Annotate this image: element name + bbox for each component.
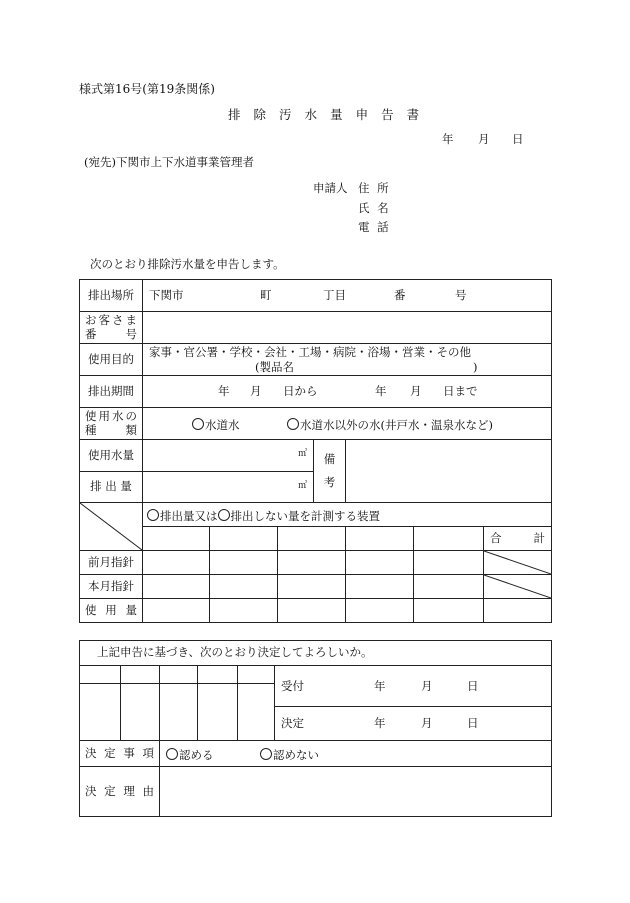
period-from: 日から <box>283 384 318 398</box>
use-amount-cell[interactable] <box>414 599 484 623</box>
seal-box[interactable] <box>198 684 238 741</box>
use-amount-label <box>80 599 143 623</box>
remarks-label-1: 備 <box>323 451 336 466</box>
seal-box[interactable] <box>121 666 160 684</box>
title-char: 告 <box>381 107 394 122</box>
remarks-label-2: 考 <box>323 475 336 489</box>
curr-reading-cell[interactable] <box>414 575 484 599</box>
title-char: 申 <box>355 107 369 122</box>
use-amount-total[interactable] <box>484 599 552 623</box>
location-field[interactable] <box>143 280 552 312</box>
approve-option[interactable] <box>166 748 214 762</box>
received-row <box>275 666 552 707</box>
use-amount-cell[interactable] <box>278 599 346 623</box>
usage-label: 使用水量 <box>80 440 143 472</box>
purpose-product-close: ) <box>473 360 478 374</box>
period-year2: 年 <box>375 384 387 398</box>
total-label-2: 計 <box>533 530 546 545</box>
title-char: 量 <box>330 107 343 122</box>
meter-col-5[interactable] <box>414 527 484 551</box>
title-char: 水 <box>304 107 318 122</box>
prev-reading-cell[interactable] <box>210 551 278 575</box>
location-cho: 町 <box>260 288 272 302</box>
remarks-label <box>314 440 346 503</box>
curr-reading-cell[interactable] <box>346 575 414 599</box>
title-char: 排 <box>228 107 241 122</box>
seal-box[interactable] <box>238 684 275 741</box>
decision-reason-label-text: 決 定 理 由 <box>85 783 154 798</box>
location-city: 下関市 <box>149 288 184 302</box>
radio-circle-icon <box>192 418 204 430</box>
total-label-1: 合 <box>490 530 502 545</box>
period-month: 月 <box>250 384 262 398</box>
title-char: 書 <box>406 107 420 122</box>
curr-reading-cell[interactable] <box>278 575 346 599</box>
customer-no-label-1: お客さま <box>85 313 137 328</box>
decided-year: 年 <box>374 716 386 730</box>
purpose-label: 使用目的 <box>80 344 143 376</box>
date-month: 月 <box>478 132 490 146</box>
usage-field[interactable] <box>143 440 314 472</box>
curr-reading-label: 本月指針 <box>80 575 143 599</box>
water-type-opt2[interactable] <box>287 418 493 432</box>
radio-circle-icon <box>147 509 159 521</box>
location-chome: 丁目 <box>323 288 346 302</box>
received-year: 年 <box>374 679 386 693</box>
period-month2: 月 <box>410 384 422 398</box>
curr-reading-cell[interactable] <box>143 575 210 599</box>
diagonal-line <box>80 503 142 550</box>
water-type-opt1[interactable] <box>192 418 240 432</box>
meter-col-3[interactable] <box>278 527 346 551</box>
seal-box[interactable] <box>198 666 238 684</box>
approve-label: 認める <box>179 748 214 762</box>
decision-reason-label <box>80 767 160 817</box>
prev-total-crossed <box>484 551 552 575</box>
period-field[interactable] <box>143 376 552 408</box>
usage-unit: ㎥ <box>297 449 307 459</box>
decision-items-label-text: 決 定 事 項 <box>85 745 154 760</box>
purpose-options: 家事・官公署・学校・会社・工場・病院・浴場・営業・その他 <box>149 345 471 359</box>
seal-box[interactable] <box>80 666 121 684</box>
prev-reading-cell[interactable] <box>414 551 484 575</box>
water-type-label <box>80 408 143 440</box>
address-label: 住 所 <box>358 181 389 195</box>
seal-box[interactable] <box>121 684 160 741</box>
applicant-label: 申請人 <box>313 181 348 195</box>
water-type-opt2-label: 水道水以外の水(井戸水・温泉水など) <box>300 418 493 432</box>
received-label: 受付 <box>281 679 304 693</box>
seal-box[interactable] <box>160 666 198 684</box>
water-type-label-2: 種 類 <box>85 422 137 437</box>
radio-circle-icon <box>287 418 299 430</box>
meter-header-text <box>147 509 380 523</box>
reject-option[interactable] <box>260 748 319 762</box>
form-number: 様式第16号(第19条関係) <box>79 82 215 96</box>
seal-box[interactable] <box>238 666 275 684</box>
location-go: 号 <box>455 288 467 302</box>
decided-row <box>275 707 552 741</box>
meter-header <box>143 503 552 527</box>
received-day: 日 <box>467 679 479 693</box>
received-month: 月 <box>421 679 433 693</box>
purpose-product: (製品名 <box>255 360 294 374</box>
seal-box[interactable] <box>80 684 121 741</box>
prev-reading-cell[interactable] <box>143 551 210 575</box>
period-label: 排出期間 <box>80 376 143 408</box>
diagonal-line <box>484 551 551 574</box>
customer-no-field[interactable] <box>143 312 552 344</box>
decision-items-label <box>80 741 160 767</box>
radio-circle-icon <box>166 748 178 760</box>
title-char: 汚 <box>279 107 292 122</box>
use-amount-cell[interactable] <box>143 599 210 623</box>
curr-reading-cell[interactable] <box>210 575 278 599</box>
seal-box[interactable] <box>160 684 198 741</box>
location-label: 排出場所 <box>80 280 143 312</box>
prev-reading-cell[interactable] <box>346 551 414 575</box>
phone-label: 電 話 <box>358 220 389 234</box>
date-year: 年 <box>442 132 454 146</box>
curr-total-crossed <box>484 575 552 599</box>
purpose-field[interactable] <box>143 344 552 376</box>
total-label <box>484 527 552 551</box>
remarks-field[interactable] <box>346 440 552 503</box>
radio-circle-icon <box>218 509 230 521</box>
meter-header-label: 排出量又は <box>160 509 218 523</box>
diagonal-corner <box>80 503 143 551</box>
prev-reading-cell[interactable] <box>278 551 346 575</box>
reject-label: 認めない <box>273 748 319 762</box>
name-label: 氏 名 <box>358 201 389 215</box>
meter-col-4[interactable] <box>346 527 414 551</box>
decided-label: 決定 <box>281 716 304 730</box>
meter-col-2[interactable] <box>210 527 278 551</box>
meter-header-label-2: 排出しない量を計測する装置 <box>230 509 380 523</box>
radio-circle-icon <box>260 748 272 760</box>
title-char: 除 <box>253 107 267 122</box>
water-type-opt1-label: 水道水 <box>205 418 240 432</box>
intro-text: 次のとおり排除汚水量を申告します。 <box>90 257 285 271</box>
period-year: 年 <box>218 384 230 398</box>
decided-month: 月 <box>421 716 433 730</box>
meter-col-1[interactable] <box>143 527 210 551</box>
customer-no-label-2: 番 号 <box>85 326 137 341</box>
water-type-field <box>143 408 552 440</box>
prev-reading-label: 前月指針 <box>80 551 143 575</box>
addressee: (宛先)下関市上下水道事業管理者 <box>84 155 254 169</box>
customer-no-label <box>80 312 143 344</box>
discharge-field[interactable] <box>143 472 314 503</box>
decision-items-field <box>160 741 552 767</box>
decision-intro <box>80 641 552 666</box>
use-amount-label-text: 使 用 量 <box>85 602 137 617</box>
use-amount-cell[interactable] <box>210 599 278 623</box>
date-day: 日 <box>512 132 524 146</box>
discharge-label: 排 出 量 <box>80 472 143 503</box>
water-type-label-1: 使用水の <box>85 409 137 424</box>
decision-intro-text: 上記申告に基づき、次のとおり決定してよろしいか。 <box>97 645 373 660</box>
diagonal-line <box>484 575 551 598</box>
page-title <box>228 109 419 122</box>
location-ban: 番 <box>394 288 406 302</box>
use-amount-cell[interactable] <box>346 599 414 623</box>
discharge-unit: ㎥ <box>297 481 307 491</box>
main-form-table <box>79 279 552 623</box>
decision-table <box>79 640 552 817</box>
period-to: 日まで <box>443 384 478 398</box>
decision-reason-field[interactable] <box>160 767 552 817</box>
decided-day: 日 <box>467 716 479 730</box>
